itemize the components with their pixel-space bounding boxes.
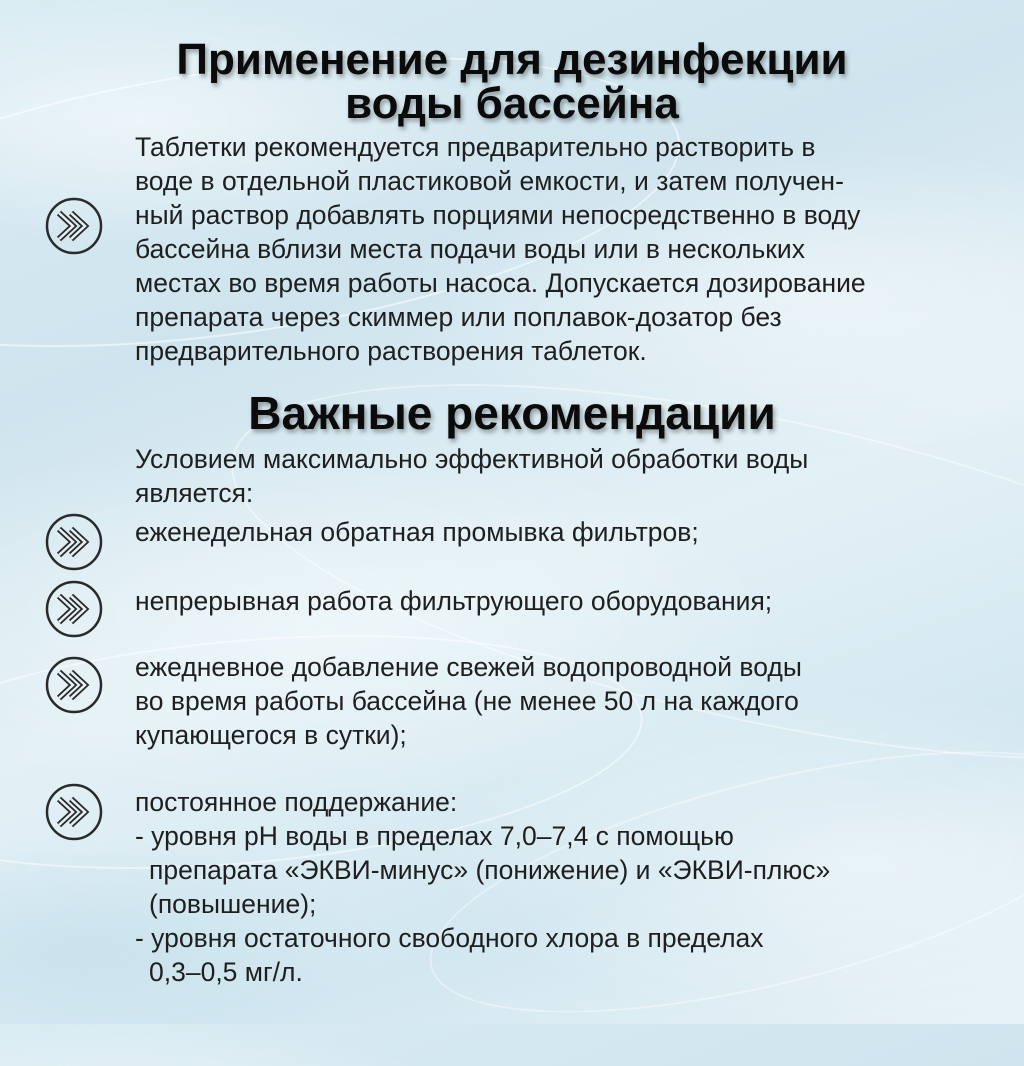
list-item-text: купающегося в сутки); bbox=[135, 720, 407, 750]
usage-line: предварительного растворения таблеток. bbox=[135, 336, 647, 366]
usage-line: воде в отдельной пластиковой емкости, и затем получен- bbox=[135, 166, 844, 196]
list-item bbox=[135, 584, 995, 618]
double-chevron-right-icon bbox=[44, 782, 104, 842]
usage-line: ный раствор добавлять порциями непосредственно в воду bbox=[135, 200, 861, 230]
list-item-text: - уровня pH воды в пределах 7,0–7,4 с помощью bbox=[135, 821, 734, 851]
list-item-text: ежедневное добавление свежей водопроводной воды bbox=[135, 652, 802, 682]
usage-line: местах во время работы насоса. Допускается дозирование bbox=[135, 268, 866, 298]
list-item-text: еженедельная обратная промывка фильтров; bbox=[135, 517, 699, 547]
page-title bbox=[0, 35, 1024, 128]
list-item bbox=[135, 650, 995, 752]
intro-line: Условием максимально эффективной обработки воды bbox=[135, 444, 809, 474]
double-chevron-right-icon bbox=[44, 512, 104, 572]
list-item-text: непрерывная работа фильтрующего оборудования; bbox=[135, 586, 773, 616]
intro-line: является: bbox=[135, 478, 254, 508]
double-chevron-right-icon bbox=[44, 579, 104, 639]
list-item bbox=[135, 785, 995, 989]
recommendations-intro bbox=[135, 442, 995, 510]
usage-line: Таблетки рекомендуется предварительно растворить в bbox=[135, 132, 816, 162]
list-item-text: постоянное поддержание: bbox=[135, 787, 458, 817]
list-item bbox=[135, 515, 995, 549]
double-chevron-right-icon bbox=[44, 196, 104, 256]
page-title-line: Применение для дезинфекции bbox=[176, 35, 848, 84]
usage-paragraph bbox=[135, 130, 1005, 368]
list-item-text: - уровня остаточного свободного хлора в пределах bbox=[135, 923, 764, 953]
list-item-text: во время работы бассейна (не менее 50 л на каждого bbox=[135, 686, 799, 716]
usage-line: бассейна вблизи места подачи воды или в нескольких bbox=[135, 234, 805, 264]
double-chevron-right-icon bbox=[44, 655, 104, 715]
page-title-line: воды бассейна bbox=[345, 79, 679, 128]
recommendations-title: Важные рекомендации bbox=[248, 387, 776, 439]
usage-line: препарата через скиммер или поплавок-дозатор без bbox=[135, 302, 782, 332]
list-item-text: (повышение); bbox=[149, 889, 317, 919]
list-item-text: препарата «ЭКВИ-минус» (понижение) и «ЭКВИ-плюс» bbox=[149, 855, 831, 885]
list-item-text: 0,3–0,5 мг/л. bbox=[149, 957, 303, 987]
